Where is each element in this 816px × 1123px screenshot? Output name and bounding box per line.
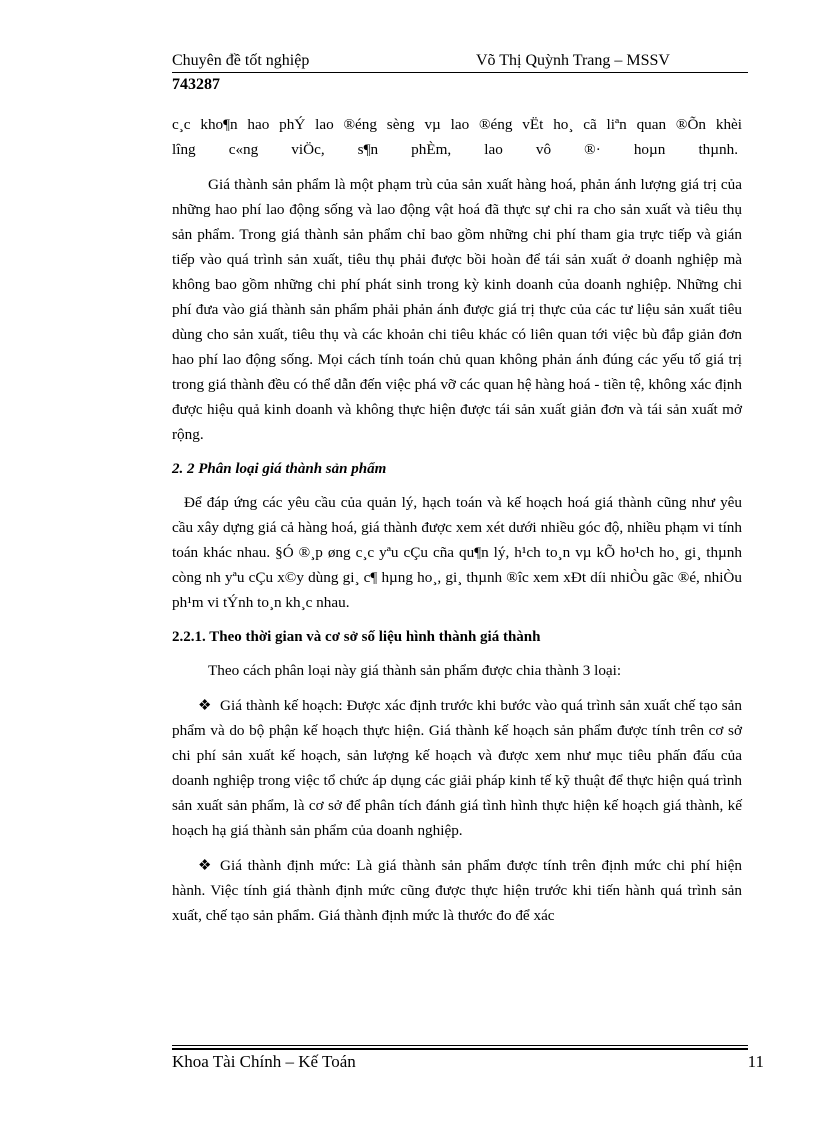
paragraph-1-line-1: c¸c kho¶n hao phÝ lao ®éng sèng vµ lao ®éng vËt ho¸ cã liªn quan ®Õn khèi (172, 116, 742, 133)
page-number: 11 (747, 1052, 764, 1071)
paragraph-3: Để đáp ứng các yêu cầu của quản lý, hạch toán và kế hoạch hoá giá thành cũng như yêu cầu xây dựng giá cả hàng hoá, giá thành được xem xét dưới nhiều góc độ, nhiều phạm vi tính toán khác nhau. §Ó ®¸p øng c¸c yªu cÇu cña qu¶n lý, h¹ch to¸n vµ kÕ ho¹ch ho¸ gi¸ thµnh còng nh yªu cÇu x©y dùng gi¸ c¶ hµng ho¸, gi¸ thµnh ®îc xem xÐt díi nhiÒu gãc ®é, nhiÒu ph¹m vi tÝnh to¸n kh¸c nhau. (172, 494, 742, 611)
header-rule (172, 72, 748, 73)
document-body (172, 112, 742, 928)
paragraph-1-line-2: lîng c«ng viÖc, s¶n phÈm, lao vô ®· hoµn thµnh. (172, 141, 738, 158)
bullet-item-1 (172, 693, 742, 843)
footer-rule-thick (172, 1048, 748, 1050)
diamond-bullet-icon: ❖ (198, 697, 212, 714)
bullet-item-2-text: Giá thành định mức: Là giá thành sản phẩm được tính trên định mức chi phí hiện hành. Việc tính giá thành định mức cũng được thực hiện trước khi tiến hành quá trình sản xuất, chế tạo sản phẩm. Giá thành định mức là thước đo để xác (172, 857, 742, 924)
header-student-id: 743287 (172, 76, 220, 93)
bullet-item-2 (172, 853, 742, 928)
footer-department: Khoa Tài Chính – Kế Toán (172, 1052, 356, 1071)
page-header (172, 52, 748, 74)
header-left-title: Chuyên đề tốt nghiệp (172, 52, 310, 69)
paragraph-4: Theo cách phân loại này giá thành sản phẩm được chia thành 3 loại: (208, 662, 622, 679)
subsection-title: 2.2.1. Theo thời gian và cơ sở số liệu hình thành giá thành (172, 629, 541, 645)
diamond-bullet-icon: ❖ (198, 857, 212, 874)
header-author: Võ Thị Quỳnh Trang – MSSV (476, 52, 670, 69)
section-title: 2. 2 Phân loại giá thành sản phẩm (172, 461, 387, 477)
bullet-item-1-text: Giá thành kế hoạch: Được xác định trước khi bước vào quá trình sản xuất chế tạo sản phẩm và do bộ phận kế hoạch thực hiện. Giá thành kế hoạch sản phẩm được tính trên cơ sở chi phí sản xuất kế hoạch, sản lượng kế hoạch và được xem như mục tiêu phấn đấu của doanh nghiệp trong việc tổ chức áp dụng các giải pháp kinh tế kỹ thuật để thực hiện quá trình sản xuất sản phẩm, là cơ sở để phân tích đánh giá tình hình thực hiện kế hoạch giá thành, kế hoạch hạ giá thành sản phẩm của doanh nghiệp. (172, 697, 742, 839)
paragraph-2: Giá thành sản phẩm là một phạm trù của sản xuất hàng hoá, phản ánh lượng giá trị của những hao phí lao động sống và lao động vật hoá đã thực sự chi ra cho sản xuất và tiêu thụ sản phẩm. Trong giá thành sản phẩm chỉ bao gồm những chi phí tham gia trực tiếp và gián tiếp vào quá trình sản xuất, tiêu thụ phải được bồi hoàn để tái sản xuất ở doanh nghiệp mà không bao gồm những chi phí phát sinh trong kỳ kinh doanh của doanh nghiệp. Những chi phí đưa vào giá thành sản phẩm phải phản ánh được giá trị thực của các tư liệu sản xuất tiêu dùng cho sản xuất, tiêu thụ và các khoản chi tiêu khác có liên quan tới việc bù đắp giản đơn hao phí lao động sống. Mọi cách tính toán chủ quan không phản ánh đúng các yếu tố giá trị trong giá thành đều có thể dẫn đến việc phá vỡ các quan hệ hàng hoá - tiền tệ, không xác định được hiệu quả kinh doanh và không thực hiện được tái sản xuất giản đơn và tái sản xuất mở rộng. (172, 176, 742, 443)
footer-rule-thin (172, 1045, 748, 1046)
